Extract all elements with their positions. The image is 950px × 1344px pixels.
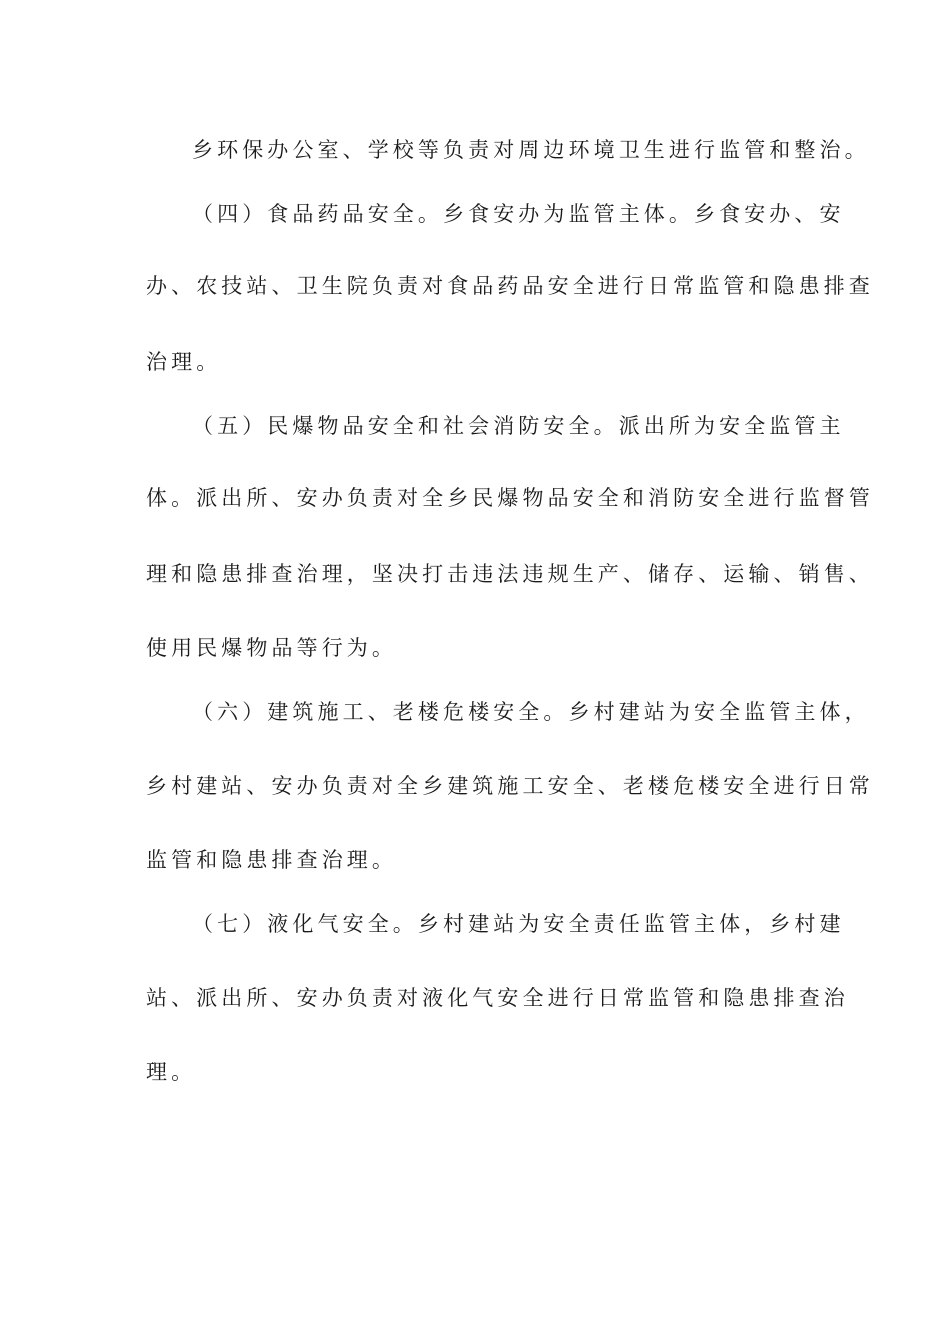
text-line-1: 乡环保办公室、学校等负责对周边环境卫生进行监管和整治。: [192, 138, 870, 162]
text-line-12: （七）液化气安全。乡村建站为安全责任监管主体，乡村建: [192, 912, 845, 936]
text-line-13: 站、派出所、安办负责对液化气安全进行日常监管和隐患排查治: [146, 986, 849, 1010]
text-line-11: 监管和隐患排查治理。: [146, 848, 397, 872]
text-line-9: （六）建筑施工、老楼危楼安全。乡村建站为安全监管主体，: [192, 700, 870, 724]
text-line-3: 办、农技站、卫生院负责对食品药品安全进行日常监管和隐患排查: [146, 274, 874, 298]
text-line-7: 理和隐患排查治理，坚决打击违法违规生产、储存、运输、销售、: [146, 562, 874, 586]
text-line-8: 使用民爆物品等行为。: [146, 636, 397, 660]
text-line-2: （四）食品药品安全。乡食安办为监管主体。乡食安办、安: [192, 202, 845, 226]
text-line-14: 理。: [146, 1060, 197, 1084]
text-line-10: 乡村建站、安办负责对全乡建筑施工安全、老楼危楼安全进行日常: [146, 774, 874, 798]
text-line-5: （五）民爆物品安全和社会消防安全。派出所为安全监管主: [192, 414, 845, 438]
text-line-6: 体。派出所、安办负责对全乡民爆物品安全和消防安全进行监督管: [146, 486, 874, 510]
text-line-4: 治理。: [146, 350, 222, 374]
